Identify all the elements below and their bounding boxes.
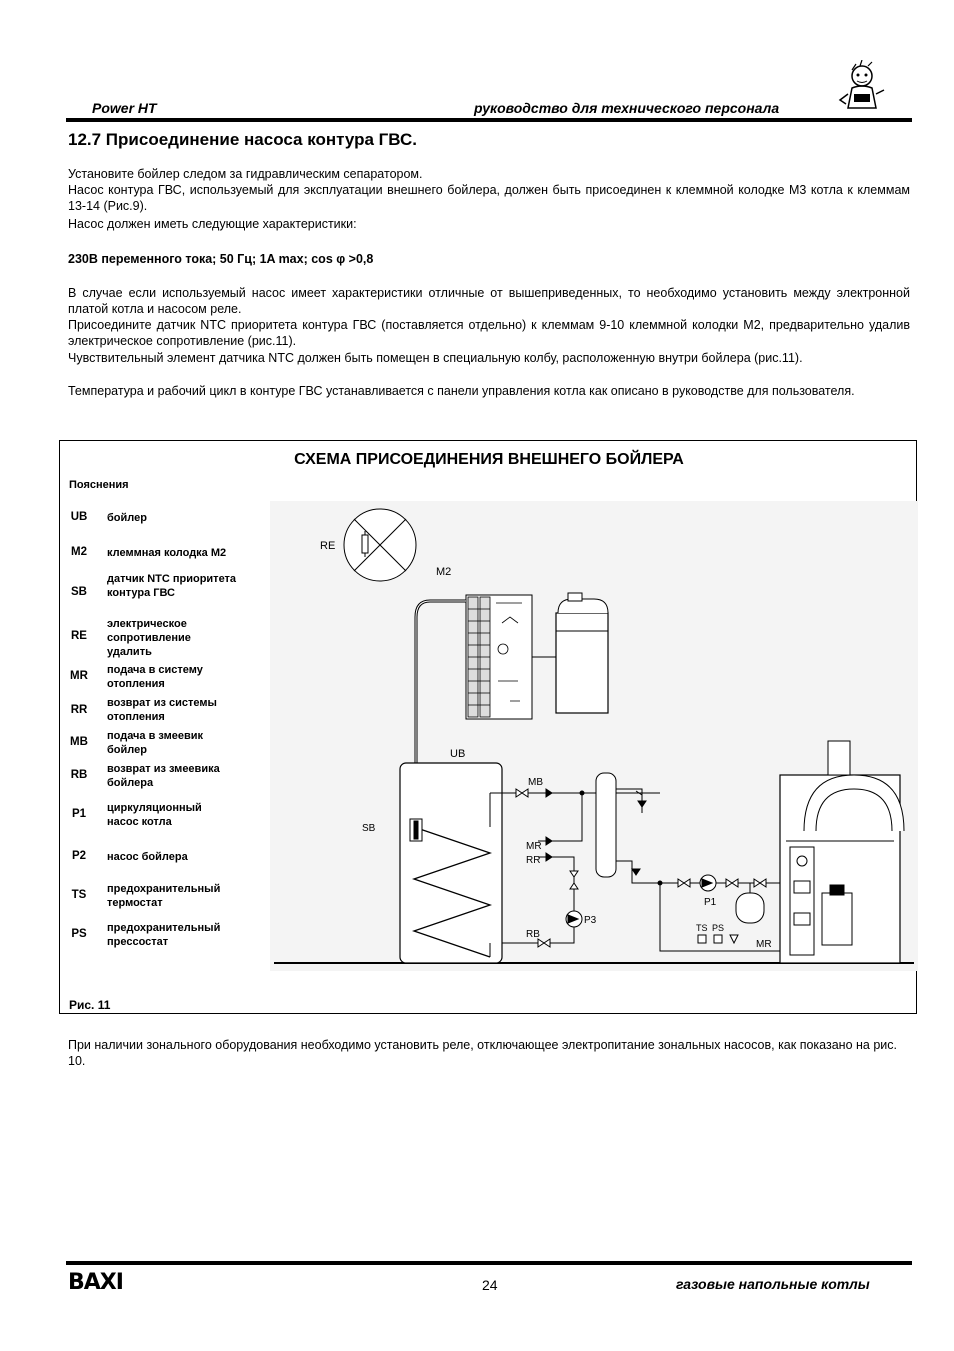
footer-right-title: газовые напольные котлы <box>676 1276 870 1292</box>
legend-code: MB <box>70 736 88 748</box>
legend-text: датчик NTC приоритета контура ГВС <box>107 573 237 599</box>
legend-text: предохранительный прессостат <box>107 922 221 948</box>
storage-boiler-ub <box>400 763 502 963</box>
pump-specification: 230В переменного тока; 50 Гц; 1A max; cos φ >0,8 <box>68 252 374 266</box>
paragraph-7: Температура и рабочий цикл в контуре ГВС устанавливается с панели управления котла как описано в руководстве для пользователя. <box>68 384 855 398</box>
label-sb: SB <box>362 823 376 834</box>
technician-mascot-icon <box>838 60 886 116</box>
figure-title: СХЕМА ПРИСОЕДИНЕНИЯ ВНЕШНЕГО БОЙЛЕРА <box>294 451 684 468</box>
legend-text: возврат из системы отопления <box>107 697 217 723</box>
footer-rule <box>66 1261 912 1265</box>
legend-code: P1 <box>71 808 87 820</box>
paragraph-1: Установите бойлер следом за гидравлическим сепаратором. <box>68 167 423 181</box>
legend-code: PS <box>71 928 87 940</box>
legend-code: M2 <box>71 546 87 558</box>
legend-code: RB <box>70 769 88 781</box>
legend-code: TS <box>71 889 87 901</box>
legend-text: электрическое сопротивление удалить <box>107 618 191 658</box>
paragraph-6: Чувствительный элемент датчика NTC должен быть помещен в специальную колбу, расположенную внутри бойлера (рис.11). <box>68 351 803 365</box>
boiler-connection-diagram <box>270 501 918 971</box>
figure-box <box>59 440 917 1014</box>
figure-caption: Рис. 11 <box>69 998 111 1012</box>
legend-code: P2 <box>71 850 87 862</box>
legend <box>60 441 270 981</box>
paragraph-5: Присоедините датчик NTC приоритета контура ГВС (поставляется отдельно) к клеммам 9-10 клеммной колодки М2, предварительно удалив электрическое сопротивление (рис.11). <box>68 318 910 348</box>
legend-code: MR <box>70 670 88 682</box>
legend-code: RE <box>71 630 87 642</box>
label-p1: P1 <box>704 897 717 908</box>
hydraulic-separator <box>596 773 616 877</box>
label-ps: PS <box>712 923 725 933</box>
section-title: 12.7 Присоединение насоса контура ГВС. <box>68 130 417 149</box>
page-number: 24 <box>482 1277 498 1293</box>
label-mb: MB <box>528 777 543 788</box>
label-rr: RR <box>526 855 541 866</box>
label-p3: P3 <box>584 915 597 926</box>
baxi-logo: BAXI <box>68 1270 123 1295</box>
expansion-vessel <box>736 893 764 923</box>
legend-text: подача в змеевик бойлер <box>107 730 204 756</box>
label-ub: UB <box>450 748 466 760</box>
paragraph-3: Насос должен иметь следующие характеристики: <box>68 217 357 231</box>
paragraph-2: Насос контура ГВС, используемый для эксплуатации внешнего бойлера, должен быть присоединен к клеммной колодке М3 котла к клеммам 13-14 (Рис.9). <box>68 183 910 213</box>
legend-code: RR <box>70 704 88 716</box>
label-mr-boiler: MR <box>756 939 772 950</box>
terminal-block-m2 <box>466 595 532 719</box>
legend-text: циркуляционный насос котла <box>107 802 202 828</box>
legend-heading: Пояснения <box>69 479 129 491</box>
zone-equipment-note: При наличии зонального оборудования необходимо установить реле, отключающее электропитание зональных насосов, как показано на рис. 10. <box>68 1038 897 1068</box>
legend-text: бойлер <box>107 512 147 524</box>
label-m2: M2 <box>436 566 452 578</box>
header-left-title: Power HT <box>92 100 157 116</box>
legend-code: SB <box>71 586 87 598</box>
legend-text: насос бойлера <box>107 851 188 863</box>
header-rule <box>66 118 912 122</box>
label-rb: RB <box>526 929 540 940</box>
resistor-re-symbol <box>344 509 416 581</box>
legend-code: UB <box>70 511 88 523</box>
label-ts: TS <box>696 923 708 933</box>
paragraph-4: В случае если используемый насос имеет характеристики отличные от вышеприведенных, то необходимо установить между электронной платой котла и насосом реле. <box>68 286 910 316</box>
legend-text: клеммная колодка M2 <box>107 547 227 559</box>
legend-text: возврат из змеевика бойлера <box>107 763 220 789</box>
header-right-title: руководство для технического персонала <box>474 100 780 116</box>
legend-text: предохранительный термостат <box>107 883 221 909</box>
label-re: RE <box>320 540 336 552</box>
boiler-unit-small <box>556 593 608 713</box>
legend-text: подача в систему отопления <box>107 664 203 690</box>
label-mr: MR <box>526 841 542 852</box>
